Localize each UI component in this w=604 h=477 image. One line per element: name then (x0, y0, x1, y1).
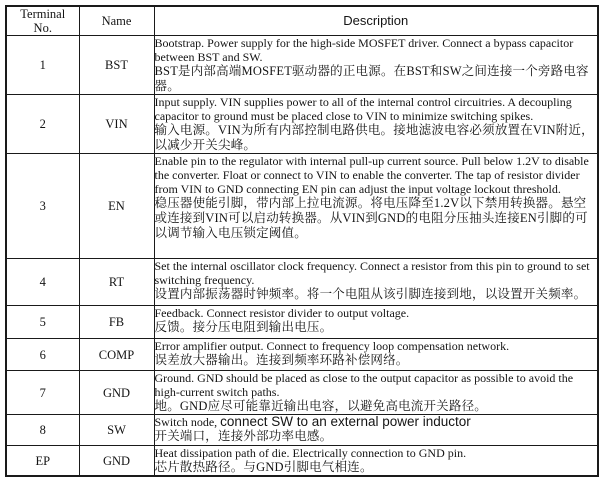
description-english: Input supply. VIN supplies power to all of the internal control circuitries. A decoupling capacitor to ground must be placed close to VIN to minimize switching spikes. (154, 95, 572, 123)
name-cell: SW (79, 415, 154, 446)
terminal-cell: 7 (6, 371, 79, 415)
description-cell (154, 415, 598, 446)
description-english: Feedback. Connect resistor divider to output voltage. (154, 306, 410, 320)
name-cell: BST (79, 36, 154, 95)
description-english: Switch node, connect SW to an external power inductor (154, 414, 471, 429)
name-cell: VIN (79, 95, 154, 154)
description-english: Set the internal oscillator clock frequency. Connect a resistor from this pin to ground to set switching frequency. (154, 259, 590, 287)
table-row (6, 371, 598, 415)
description-english: Bootstrap. Power supply for the high-side MOSFET driver. Connect a bypass capacitor between BST and SW. (154, 36, 574, 64)
description-cell (154, 371, 598, 415)
name-cell: COMP (79, 339, 154, 371)
table-row (6, 339, 598, 371)
terminal-cell: 5 (6, 306, 79, 339)
description-english: Heat dissipation path of die. Electrically connection to GND pin. (154, 446, 467, 460)
terminal-cell: 8 (6, 415, 79, 446)
table-row (6, 446, 598, 477)
header-terminal-line2: No. (33, 21, 52, 35)
name-cell: GND (79, 446, 154, 477)
header-name: Name (79, 6, 154, 36)
table-row (6, 259, 598, 306)
header-description: Description (154, 6, 598, 36)
name-cell: FB (79, 306, 154, 339)
description-english: Ground. GND should be placed as close to the output capacitor as possible to avoid the high-current switch paths. (154, 371, 574, 399)
description-cell (154, 36, 598, 95)
terminal-cell: 6 (6, 339, 79, 371)
description-cell (154, 259, 598, 306)
table-row (6, 306, 598, 339)
table-row (6, 154, 598, 259)
table-row (6, 36, 598, 95)
description-chinese: 稳压器使能引脚，带内部上拉电流源。将电压降至1.2V以下禁用转换器。悬空或连接到VIN可以启动转换器。从VIN到GND的电阻分压抽头连接EN引脚的可以调节输入电压锁定阈值。 (154, 196, 588, 240)
terminal-cell: 2 (6, 95, 79, 154)
description-chinese: 反馈。接分压电阻到输出电压。 (154, 320, 333, 334)
description-cell (154, 154, 598, 259)
name-cell: EN (79, 154, 154, 259)
description-chinese: 设置内部振荡器时钟频率。将一个电阻从该引脚连接到地，以设置开关频率。 (154, 287, 587, 301)
name-cell: GND (79, 371, 154, 415)
description-chinese: 误差放大器输出。连接到频率环路补偿网络。 (154, 353, 409, 367)
terminal-cell: EP (6, 446, 79, 477)
description-cell (154, 446, 598, 477)
terminal-cell: 4 (6, 259, 79, 306)
header-terminal-line1: Terminal (20, 7, 66, 21)
description-chinese: 地。GND应尽可能靠近输出电容，以避免高电流开关路径。 (154, 399, 487, 413)
header-row (6, 6, 598, 36)
description-chinese: 输入电源。VIN为所有内部控制电路供电。接地滤波电容必须放置在VIN附近，以减少开关尖峰。 (154, 123, 594, 152)
name-cell: RT (79, 259, 154, 306)
description-cell (154, 339, 598, 371)
terminal-cell: 1 (6, 36, 79, 95)
header-terminal-no (6, 6, 79, 36)
description-english: Error amplifier output. Connect to frequency loop compensation network. (154, 339, 510, 353)
description-cell (154, 306, 598, 339)
table-row (6, 95, 598, 154)
description-chinese: BST是内部高端MOSFET驱动器的正电源。在BST和SW之间连接一个旁路电容器。 (154, 64, 589, 93)
table-row (6, 415, 598, 446)
description-cell (154, 95, 598, 154)
description-chinese: 芯片散热路径。与GND引脚电气相连。 (154, 460, 373, 474)
description-chinese: 开关端口，连接外部功率电感。 (154, 429, 333, 443)
pin-description-table (5, 5, 599, 477)
description-english: Enable pin to the regulator with internal pull-up current source. Pull below 1.2V to disable the converter. Float or connect to VIN to enable the converter. The tap of resistor divider from VIN to GND connecting EN pin can adjust the input voltage lockout threshold. (154, 154, 589, 196)
terminal-cell: 3 (6, 154, 79, 259)
